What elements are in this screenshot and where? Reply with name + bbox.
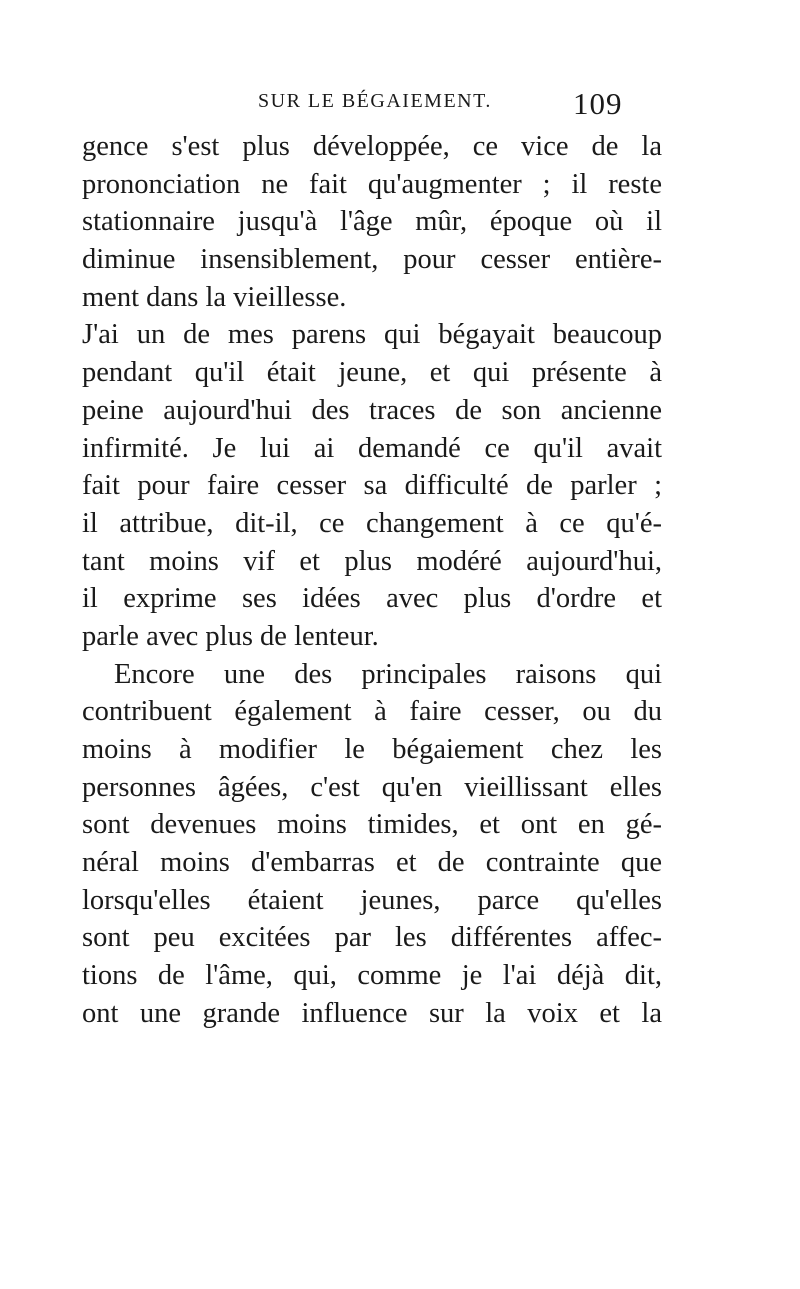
text-line: prononciation ne fait qu'augmenter ; il reste [82, 168, 662, 200]
text-line: néral moins d'embarras et de contrainte que [82, 847, 662, 879]
text-line: pendant qu'il était jeune, et qui présente à [82, 357, 662, 389]
text-line: lorsqu'elles étaient jeunes, parce qu'elles [82, 884, 662, 916]
text-line: parle avec plus de lenteur. [82, 620, 379, 652]
text-line: tions de l'âme, qui, comme je l'ai déjà dit, [82, 960, 662, 992]
page-header [258, 86, 678, 126]
text-line: moins à modifier le bégaiement chez les [82, 734, 662, 765]
text-line: infirmité. Je lui ai demandé ce qu'il avait [82, 432, 662, 464]
text-line: il exprime ses idées avec plus d'ordre et [82, 583, 662, 615]
text-line: contribuent également à faire cesser, ou du [82, 696, 662, 728]
text-line: tant moins vif et plus modéré aujourd'hui, [82, 545, 662, 577]
text-line: stationnaire jusqu'à l'âge mûr, époque où il [82, 206, 662, 238]
text-line: Encore une des principales raisons qui [114, 658, 662, 690]
text-line: gence s'est plus développée, ce vice de la [82, 131, 662, 162]
page-number: 109 [573, 86, 623, 121]
text-line: sont devenues moins timides, et ont en gé- [82, 809, 662, 841]
text-line: sont peu excitées par les différentes affec- [82, 922, 662, 954]
text-line: ont une grande influence sur la voix et la [82, 997, 662, 1029]
text-line: personnes âgées, c'est qu'en vieillissant elles [82, 771, 662, 803]
text-line: ment dans la vieillesse. [82, 281, 347, 313]
text-line: diminue insensiblement, pour cesser entière- [82, 244, 662, 276]
text-line: peine aujourd'hui des traces de son ancienne [82, 394, 662, 426]
text-line: il attribue, dit-il, ce changement à ce qu'é- [82, 507, 662, 539]
text-line: J'ai un de mes parens qui bégayait beaucoup [82, 319, 662, 351]
body-text [82, 128, 662, 1033]
running-head: SUR LE BÉGAIEMENT. [258, 90, 492, 112]
text-line: fait pour faire cesser sa difficulté de parler ; [82, 470, 662, 502]
